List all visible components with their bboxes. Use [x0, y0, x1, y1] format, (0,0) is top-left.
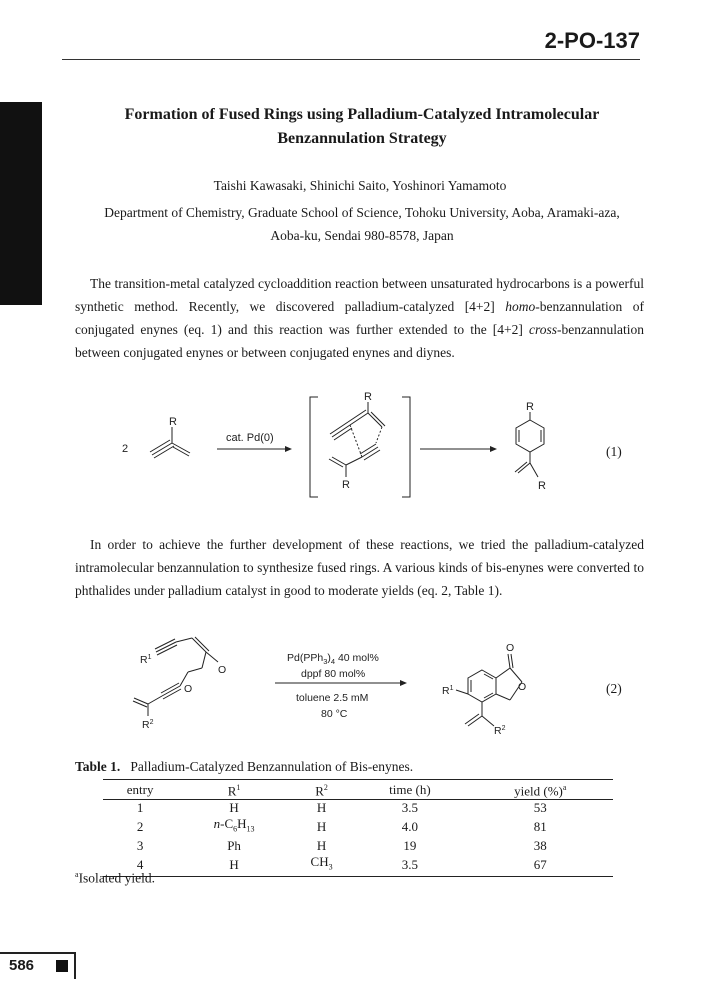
equation-1-number: (1)	[606, 444, 622, 459]
eq2-o-carbonyl: O	[218, 664, 227, 676]
equation-1-scheme	[100, 385, 580, 510]
cell-r1: H	[229, 800, 239, 816]
header-r1: $R^1$	[177, 780, 291, 800]
table-caption-text: Palladium-Catalyzed Benzannulation of Bis-enynes.	[130, 759, 414, 774]
table-footnote: $^a$Isolated yield.	[75, 870, 156, 886]
header-entry: entry	[103, 780, 177, 800]
eq1-r-int-bottom: R	[342, 479, 350, 491]
cell-entry: 1	[136, 800, 144, 816]
header-yield: yield (%)$^a$	[468, 780, 613, 800]
title-line-1: Formation of Fused Rings using Palladium-Catalyzed Intramolecular	[124, 106, 600, 123]
table-label: Table 1.	[75, 759, 121, 774]
cell-entry: 3	[136, 837, 144, 853]
paragraph-intro	[75, 272, 644, 364]
eq2-r2-reactant: $R^2$	[142, 719, 154, 731]
intro-cross: cross	[529, 322, 558, 337]
eq1-r-product-top: R	[526, 401, 534, 413]
eq1-catalyst: cat. Pd(0)	[226, 432, 274, 444]
equation-2-number: (2)	[606, 681, 622, 696]
page-number: 586	[9, 957, 35, 974]
header-r2: $R^2$	[291, 780, 352, 800]
title-line-2: Benzannulation Strategy	[277, 130, 447, 147]
authors: Taishi Kawasaki, Shinichi Saito, Yoshinori Yamamoto	[213, 178, 507, 193]
side-tab-label: POSTER August 2 (Thu)	[114, 123, 130, 283]
table-row	[103, 854, 613, 876]
header-rule	[62, 59, 640, 60]
intro-text-c: -benzannulation between conjugated enynes or between conjugated enynes and diynes.	[75, 322, 644, 360]
page-number-box	[0, 952, 76, 979]
cell-time: 3.5	[352, 854, 467, 876]
side-tab	[0, 102, 130, 305]
eq2-r1-reactant: $R^1$	[140, 654, 152, 666]
equation-2-scheme	[110, 630, 580, 740]
cell-entry: 2	[136, 819, 144, 835]
cell-r2: H	[316, 837, 327, 853]
eq1-r-product-bottom: R	[538, 480, 546, 492]
table-row	[103, 838, 613, 854]
table-header-row	[103, 780, 613, 800]
cell-time: 3.5	[401, 800, 419, 816]
eq2-r1-product: $R^1$	[442, 685, 454, 697]
header-time: time (h)	[352, 780, 467, 800]
eq2-condition-4: 80 °C	[321, 708, 348, 720]
eq2-o-product-ring: O	[518, 681, 527, 693]
cell-yield: 67	[468, 854, 613, 876]
cell-r1: Ph	[227, 837, 241, 853]
paragraph-main: In order to achieve the further development of these reactions, we tried the palladium-catalyzed intramolecular benzannulation to synthesize fused rings. A various kinds of bis-enynes were converted to phthalides under palladium catalyst in good to moderate yields (eq. 2, Table 1).	[75, 537, 644, 598]
cell-r2: $CH_3$	[291, 854, 352, 876]
cell-r1: $n-C_6H_{13}$	[213, 816, 255, 834]
eq2-o-ester: O	[184, 683, 193, 695]
cell-entry: 4	[103, 854, 177, 876]
cell-r2: H	[316, 800, 327, 816]
intro-text-b: -benzannulation of conjugated enynes (eq. 1) and this reaction was further extended to the [4+2]	[75, 299, 644, 337]
intro-homo: homo	[505, 299, 536, 314]
paper-title	[90, 103, 634, 151]
cell-yield: 38	[533, 837, 547, 853]
table-caption	[75, 759, 413, 775]
affiliation-line-2: Aoba-ku, Sendai 980-8578, Japan	[270, 228, 454, 243]
eq1-coefficient: 2	[122, 443, 129, 455]
table-row	[103, 800, 613, 817]
eq2-condition-1: $Pd(PPh_3)_4$ 40 mol%	[287, 652, 379, 666]
results-table	[103, 779, 613, 877]
intro-text-a: The transition-metal catalyzed cycloaddition reaction between unsaturated hydrocarbons is a powerful synthetic method. Recently, we discovered palladium-catalyzed [4+2]	[75, 276, 644, 314]
eq2-condition-3: toluene 2.5 mM	[296, 692, 369, 704]
eq1-r-int-top: R	[364, 391, 372, 403]
eq2-condition-2: dppf 80 mol%	[301, 668, 366, 680]
table-row	[103, 816, 613, 838]
page-marker-square	[56, 960, 68, 972]
cell-r2: H	[316, 819, 327, 835]
cell-yield: 53	[533, 800, 547, 816]
cell-time: 19	[403, 837, 417, 853]
eq1-r-reactant: R	[169, 416, 177, 428]
cell-time: 4.0	[401, 819, 419, 835]
eq2-o-product-carbonyl: O	[506, 642, 515, 654]
affiliation-line-1: Department of Chemistry, Graduate School of Science, Tohoku University, Aoba, Aramaki-aza,	[104, 205, 620, 220]
eq2-r2-product: $R^2$	[494, 725, 506, 737]
cell-yield: 81	[533, 819, 547, 835]
cell-r1: H	[177, 854, 291, 876]
poster-code: 2-PO-137	[544, 28, 640, 53]
